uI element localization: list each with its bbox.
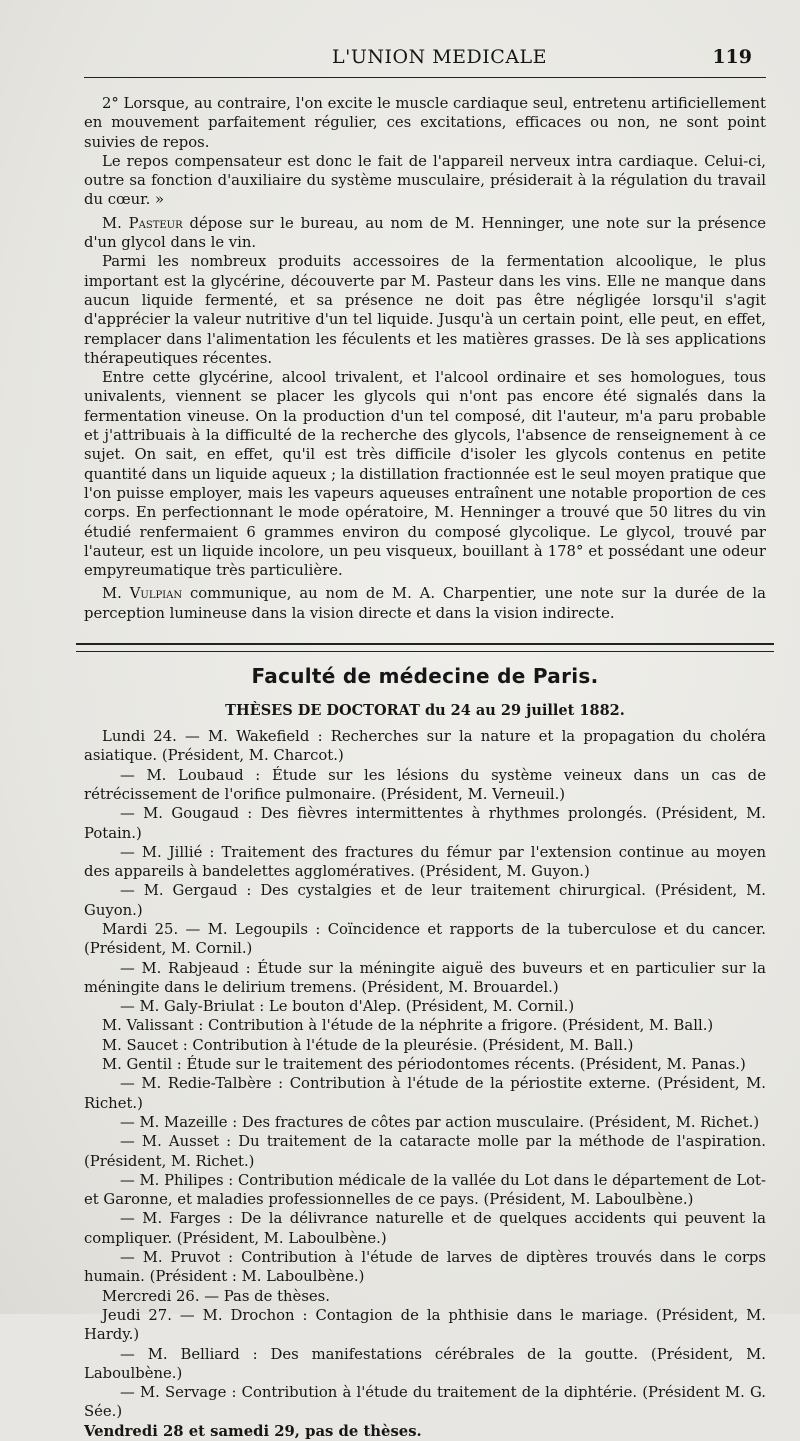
journal-title: L'UNION MEDICALE	[332, 46, 548, 68]
thesis-entry: — M. Gergaud : Des cystalgies et de leur traitement chirurgical. (Président, M. Guyon.)	[84, 882, 766, 919]
running-header	[84, 0, 766, 84]
thesis-entry: — M. Mazeille : Des fractures de côtes par action musculaire. (Président, M. Richet.)	[120, 1113, 760, 1131]
thesis-entry: M. Gentil : Étude sur le traitement des périodontomes récents. (Président, M. Panas.)	[102, 1056, 746, 1074]
thesis-entry: — M. Redie-Talbère : Contribution à l'étude de la périostite externe. (Président, M. Richet.)	[84, 1075, 766, 1112]
thesis-entry-final: Vendredi 28 et samedi 29, pas de thèses.	[84, 1422, 422, 1440]
speaker-vulpian: M. Vulpian	[102, 585, 183, 603]
paragraph-4: Parmi les nombreux produits accessoires de la fermentation alcoolique, le plus important est la glycérine, découverte par M. Pasteur dans les vins. Elle ne manque dans aucun liquide fermenté, et sa présence ne doit pas être négligée lorsqu'il s'agit d'apprécier la valeur nutritive d'un tel liquide. Jusqu'à un certain point, elle peut, en effet, remplacer dans l'alimentation les féculents et les matières grasses. De là ses applications thérapeutiques récentes.	[84, 253, 766, 367]
section-title: Faculté de médecine de Paris.	[251, 664, 599, 689]
paragraph-2: Le repos compensateur est donc le fait de l'appareil nerveux intra cardiaque. Celui-ci, outre sa fonction d'auxiliaire du système musculaire, présiderait à la régulation du travail du cœur. »	[84, 152, 766, 209]
paragraph-5: Entre cette glycérine, alcool trivalent, et l'alcool ordinaire et ses homologues, tous univalents, viennent se placer les glycols qui n'ont pas encore été signalés dans la fermentation vineuse. On la production d'un tel composé, dit l'auteur, m'a paru probable et j'attribuais à la difficulté de la recherche des glycols, l'absence de renseignement à ce sujet. On sait, en effet, qu'il est très difficile d'isoler les glycols contenus en petite quantité dans un liquide aqueux ; la distillation fractionnée est le seul moyen pratique que l'on puisse employer, mais les vapeurs aqueuses entraînent une notable proportion de ces corps. En perfectionnant le mode opératoire, M. Henninger a trouvé que 50 litres du vin étudié renfermaient 6 grammes environ du composé glycolique. Le glycol, trouvé par l'auteur, est un liquide incolore, un peu visqueux, bouillant à 178° et possédant une odeur empyreumatique très particulière.	[84, 369, 766, 580]
thesis-entry: — M. Ausset : Du traitement de la cataracte molle par la méthode de l'aspiration. (Président, M. Richet.)	[84, 1133, 766, 1170]
paragraph-3	[84, 214, 766, 253]
header-rule	[84, 77, 766, 78]
thesis-entry: — M. Farges : De la délivrance naturelle et de quelques accidents qui peuvent la compliquer. (Président, M. Laboulbène.)	[84, 1210, 766, 1247]
thesis-entry: — M. Loubaud : Étude sur les lésions du système veineux dans un cas de rétrécissement de l'orifice pulmonaire. (Président, M. Verneuil.)	[84, 766, 766, 803]
paragraph-6	[84, 584, 766, 623]
thesis-entry: Mercredi 26. — Pas de thèses.	[102, 1287, 330, 1305]
thesis-entry: — M. Rabjeaud : Étude sur la méningite aiguë des buveurs et en particulier sur la méningite dans le delirium tremens. (Président, M. Brouardel.)	[84, 959, 766, 996]
body-text	[84, 94, 766, 623]
thesis-entry: — M. Jillié : Traitement des fractures du fémur par l'extension continue au moyen des appareils à bandelettes agglomératives. (Président, M. Guyon.)	[84, 843, 766, 881]
thesis-entry: — M. Belliard : Des manifestations cérébrales de la goutte. (Président, M. Laboulbène.)	[84, 1345, 766, 1382]
thesis-entry: Lundi 24. — M. Wakefield : Recherches sur la nature et la propagation du choléra asiatique. (Président, M. Charcot.)	[84, 728, 766, 765]
theses-subheading: THÈSES DE DOCTORAT du 24 au 29 juillet 1882.	[225, 702, 625, 720]
speaker-pasteur: M. Pasteur	[102, 214, 183, 232]
paragraph-6-text: communique, au nom de M. A. Charpentier, une note sur la durée de la perception lumineuse dans la vision directe et dans la vision indirecte.	[84, 585, 766, 622]
theses-list	[84, 727, 766, 1441]
paragraph-1: 2° Lorsque, au contraire, l'on excite le muscle cardiaque seul, entretenu artificiellement en mouvement parfaitement régulier, ces excitations, efficaces ou non, ne sont point suivies de repos.	[84, 95, 766, 151]
thesis-entry: M. Valissant : Contribution à l'étude de la néphrite a frigore. (Président, M. Ball.)	[102, 1017, 714, 1035]
thesis-entry: Mardi 25. — M. Legoupils : Coïncidence et rapports de la tuberculose et du cancer. (Président, M. Cornil.)	[84, 920, 766, 958]
thesis-entry: — M. Pruvot : Contribution à l'étude de larves de diptères trouvés dans le corps humain. (Président : M. Laboulbène.)	[84, 1249, 766, 1286]
thesis-entry: — M. Servage : Contribution à l'étude du traitement de la diphtérie. (Président M. G. Sée.)	[84, 1384, 766, 1421]
paragraph-3-text: dépose sur le bureau, au nom de M. Henninger, une note sur la présence d'un glycol dans le vin.	[84, 214, 766, 252]
thesis-entry: M. Saucet : Contribution à l'étude de la pleurésie. (Président, M. Ball.)	[102, 1036, 634, 1054]
page-number: 119	[712, 46, 752, 68]
thesis-entry: — M. Gougaud : Des fièvres intermittentes à rhythmes prolongés. (Président, M. Potain.)	[84, 805, 766, 842]
thesis-entry: Jeudi 27. — M. Drochon : Contagion de la phthisie dans le mariage. (Président, M. Hardy.)	[84, 1306, 766, 1344]
thesis-entry: — M. Philipes : Contribution médicale de la vallée du Lot dans le département de Lot-et Garonne, et maladies professionnelles de ce pays. (Président, M. Laboulbène.)	[84, 1171, 766, 1209]
thesis-entry: — M. Galy-Briulat : Le bouton d'Alep. (Président, M. Cornil.)	[120, 998, 575, 1016]
section-divider	[76, 643, 774, 652]
